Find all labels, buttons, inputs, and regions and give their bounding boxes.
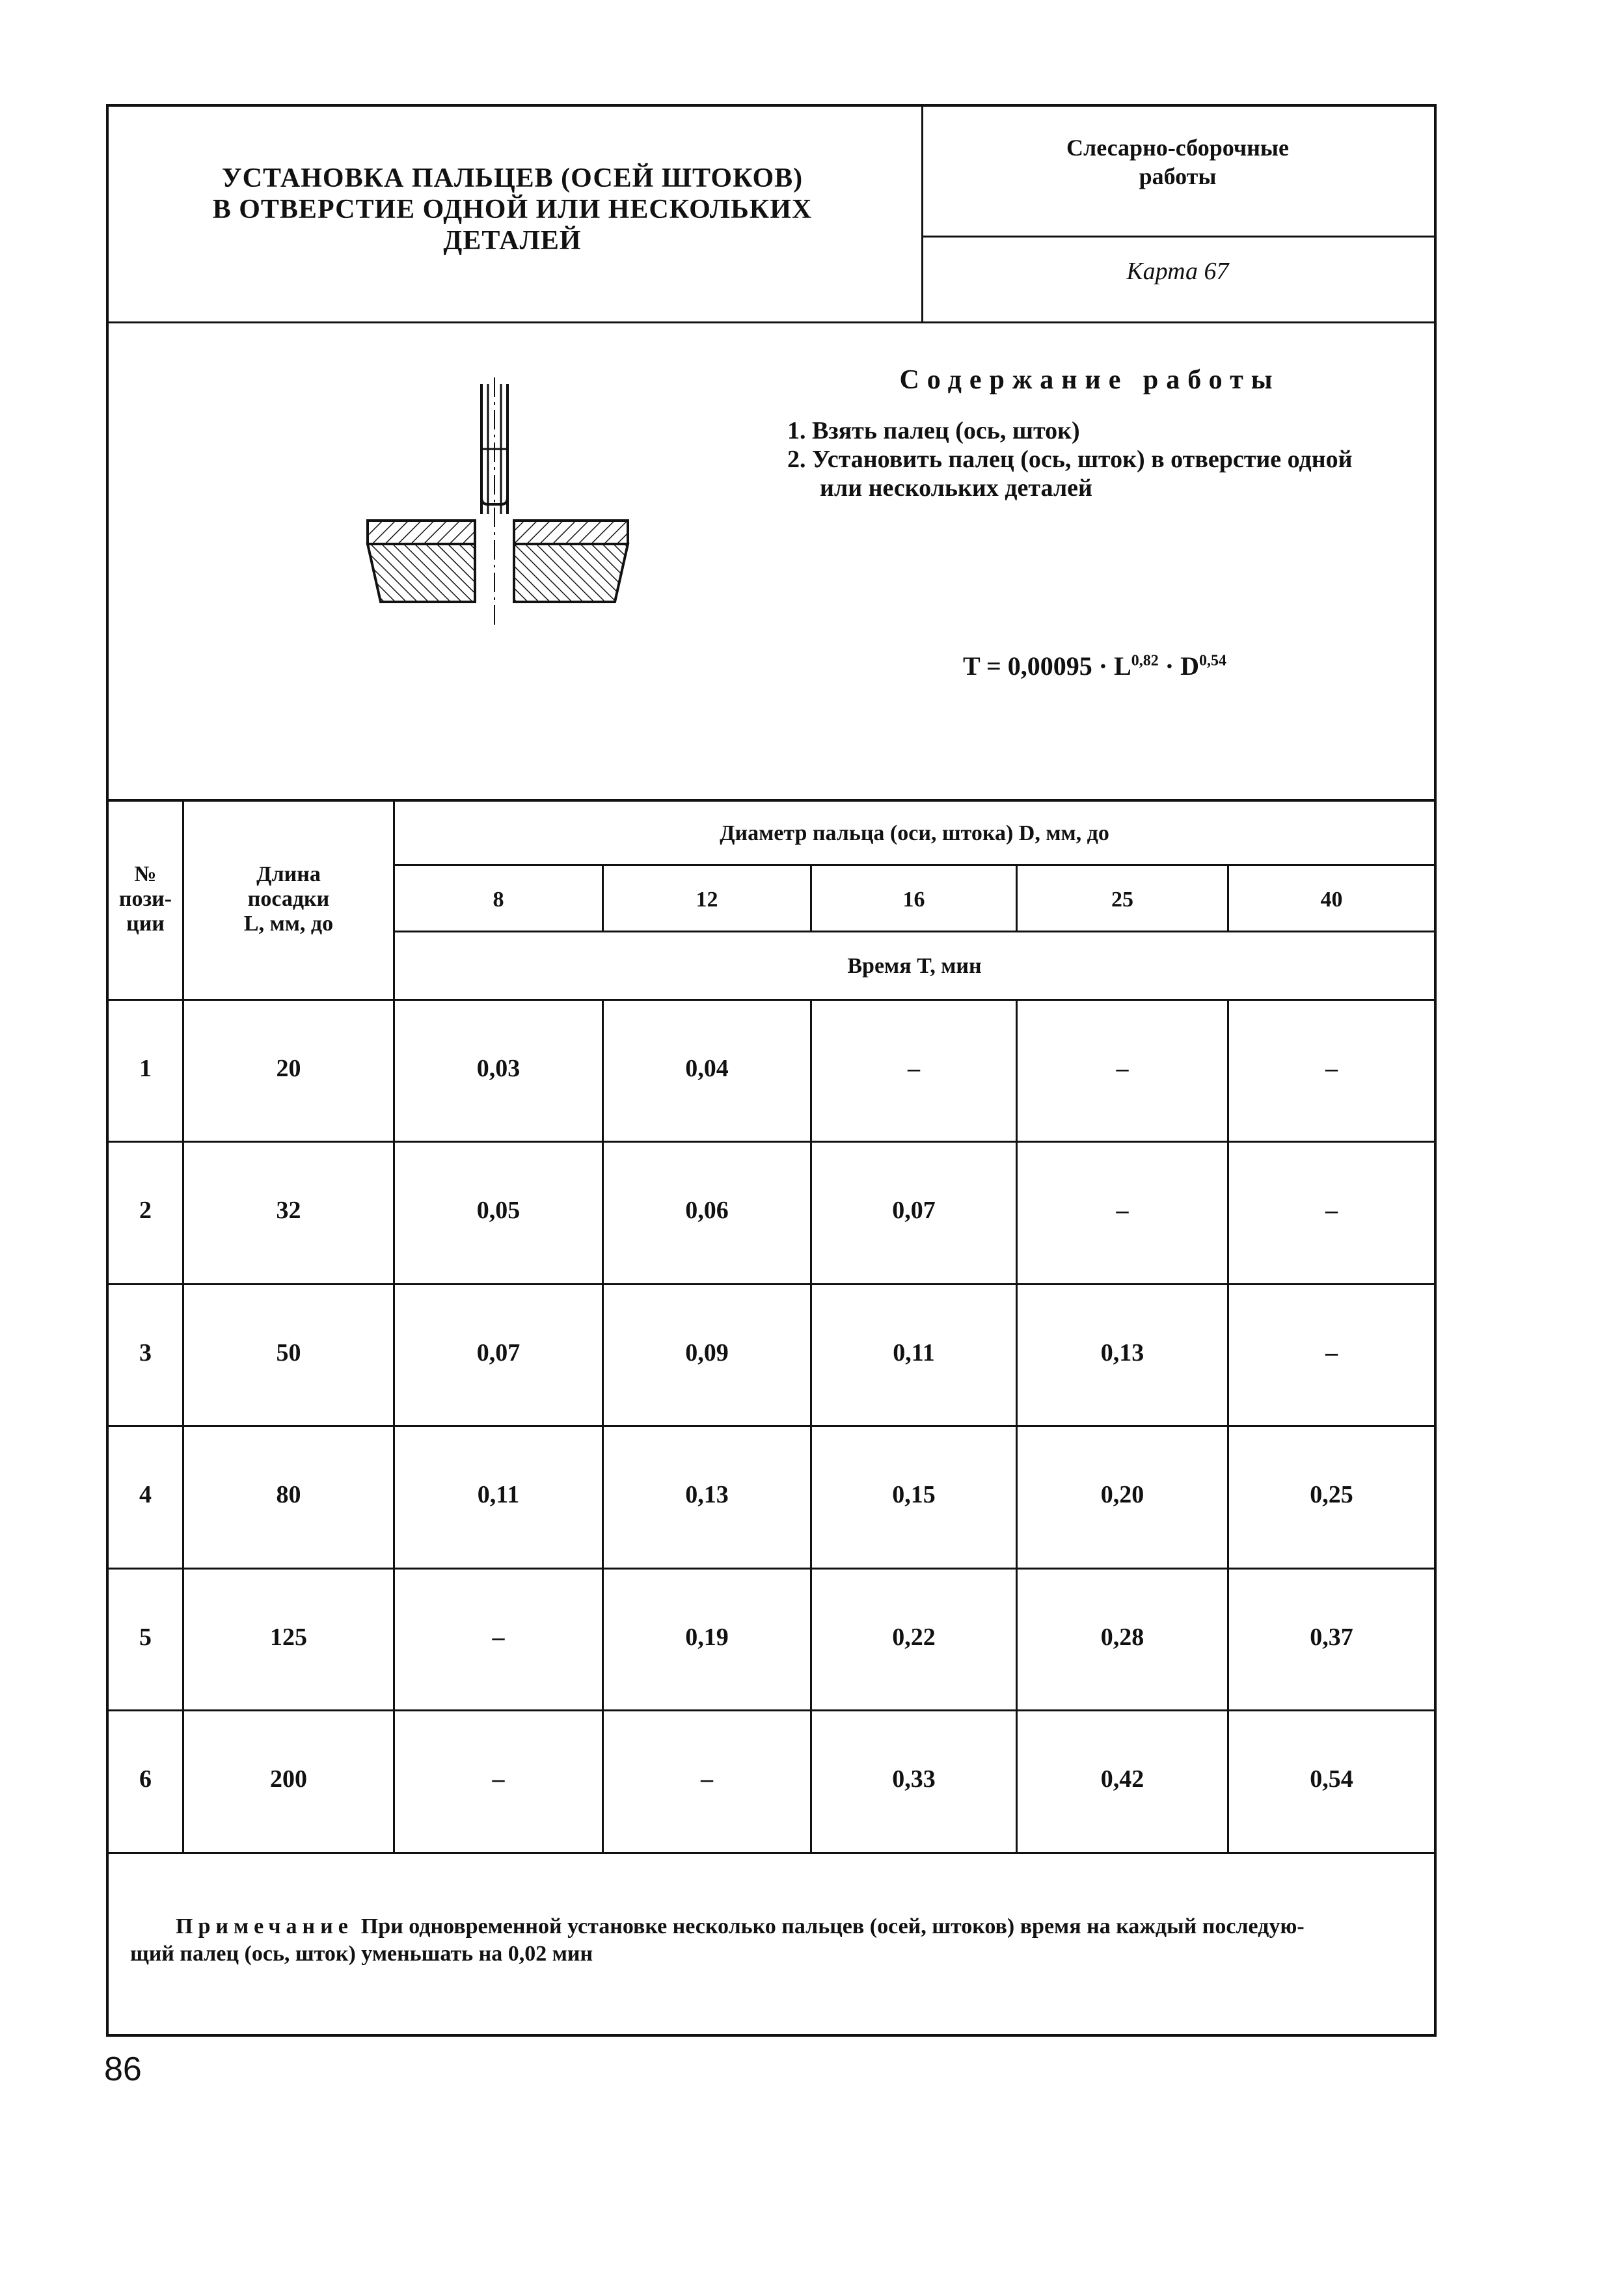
work-type-line-2: работы [1139,163,1217,189]
note-text-1: При одновременной установке несколько пальцев (осей, штоков) время на каждый последую- [360,1914,1305,1938]
pin-drawing [351,371,651,631]
pos-header-2: пози- [118,887,172,911]
table-hline-r1 [106,1141,1437,1143]
note-line-1 [130,1913,1418,1940]
header-divider-right [921,236,1437,238]
work-type [924,133,1431,191]
row-1-len: 20 [276,1055,301,1082]
row-2-pos: 2 [139,1197,152,1224]
row-4-d12: 0,13 [685,1481,729,1508]
formula-exp-d: 0,54 [1199,652,1227,670]
len-header-1: Длина [256,862,321,886]
row-4-d40: 0,25 [1310,1481,1353,1508]
frame-top [106,104,1437,107]
row-3-pos: 3 [139,1339,152,1366]
diameter-8: 8 [493,888,504,912]
row-6-d40: 0,54 [1310,1765,1353,1793]
row-3-len: 50 [276,1339,301,1366]
row-3-d8: 0,07 [476,1339,521,1366]
title-line-2: В ОТВЕРСТИЕ ОДНОЙ ИЛИ НЕСКОЛЬКИХ [212,195,813,224]
table-hline-time [393,931,1437,932]
row-3-d40: – [1325,1339,1338,1366]
row-6-len: 200 [270,1765,307,1793]
time-header: Время T, мин [847,954,982,978]
row-6-d25: 0,42 [1100,1765,1144,1793]
row-4-d25: 0,20 [1100,1481,1144,1508]
row-1-d8: 0,03 [476,1055,521,1082]
step-1: 1. Взять палец (ось, шток) [787,417,1080,444]
note-text-2: щий палец (ось, шток) уменьшать на 0,02 мин [130,1942,593,1966]
row-4-d16: 0,15 [892,1481,936,1508]
row-2-d12: 0,06 [685,1197,729,1224]
formula-lhs: T = 0,00095 · L [963,651,1131,681]
diameter-12: 12 [696,888,718,912]
time-formula [963,651,1226,681]
col-header-length [184,862,393,936]
row-5-d8: – [492,1624,505,1651]
row-1-d12: 0,04 [685,1055,729,1082]
note-label: Примечание [176,1914,353,1938]
table-top [106,799,1437,802]
diameter-25: 25 [1111,888,1133,912]
table-hline-r6 [106,1852,1437,1854]
row-5-d12: 0,19 [685,1624,729,1651]
card-number: Карта 67 [1126,258,1229,285]
title-line-3: ДЕТАЛЕЙ [443,226,582,256]
diameter-header: Диаметр пальца (оси, штока) D, мм, до [720,821,1109,845]
row-6-pos: 6 [139,1765,152,1793]
row-4-pos: 4 [139,1481,152,1508]
page-number: 86 [104,2050,142,2088]
row-3-d16: 0,11 [893,1339,935,1366]
row-2-d25: – [1116,1197,1129,1224]
row-1-d16: – [908,1055,920,1082]
row-2-d8: 0,05 [476,1197,521,1224]
header-bottom [106,321,1437,323]
row-1-d25: – [1116,1055,1129,1082]
step-2: 2. Установить палец (ось, шток) в отверстие одной [787,446,1353,473]
pos-header-3: ции [126,912,165,936]
col-header-position [109,862,182,936]
row-4-len: 80 [276,1481,301,1508]
table-hline-diam [393,864,1437,866]
formula-exp-l: 0,82 [1131,652,1159,670]
row-3-d12: 0,09 [685,1339,729,1366]
row-5-len: 125 [270,1624,307,1651]
table-hline-r5 [106,1709,1437,1711]
row-4-d8: 0,11 [477,1481,520,1508]
pos-header-1: № [134,862,157,886]
table-hline-r4 [106,1568,1437,1570]
row-5-d25: 0,28 [1100,1624,1144,1651]
row-6-d12: – [701,1765,713,1793]
row-5-d16: 0,22 [892,1624,936,1651]
table-vline-1 [182,799,184,1853]
frame-right [1434,104,1437,2037]
row-1-d40: – [1325,1055,1338,1082]
row-2-d40: – [1325,1197,1338,1224]
row-2-d16: 0,07 [892,1197,936,1224]
len-header-2: посадки [247,887,330,911]
row-6-d8: – [492,1765,505,1793]
row-1-pos: 1 [139,1055,152,1082]
work-type-line-1: Слесарно-сборочные [1066,135,1289,161]
table-hline-r2 [106,1283,1437,1285]
step-2-cont: или нескольких деталей [820,474,1092,502]
table-hline-r3 [106,1425,1437,1427]
work-steps [787,416,1438,502]
note [130,1913,1418,1968]
row-5-d40: 0,37 [1310,1624,1353,1651]
content-title: Содержание работы [899,365,1280,395]
frame-bottom [106,2034,1437,2037]
title-line-1: УСТАНОВКА ПАЛЬЦЕВ (ОСЕЙ ШТОКОВ) [221,163,804,193]
page-title [114,163,911,256]
row-3-d25: 0,13 [1100,1339,1144,1366]
diameter-40: 40 [1320,888,1343,912]
table-hline-header [106,999,1437,1001]
row-5-pos: 5 [139,1624,152,1651]
row-2-len: 32 [276,1197,301,1224]
row-6-d16: 0,33 [892,1765,936,1793]
formula-mid: · D [1158,651,1200,681]
len-header-3: L, мм, до [243,912,334,936]
header-divider-vertical [921,104,923,322]
diameter-16: 16 [902,888,925,912]
